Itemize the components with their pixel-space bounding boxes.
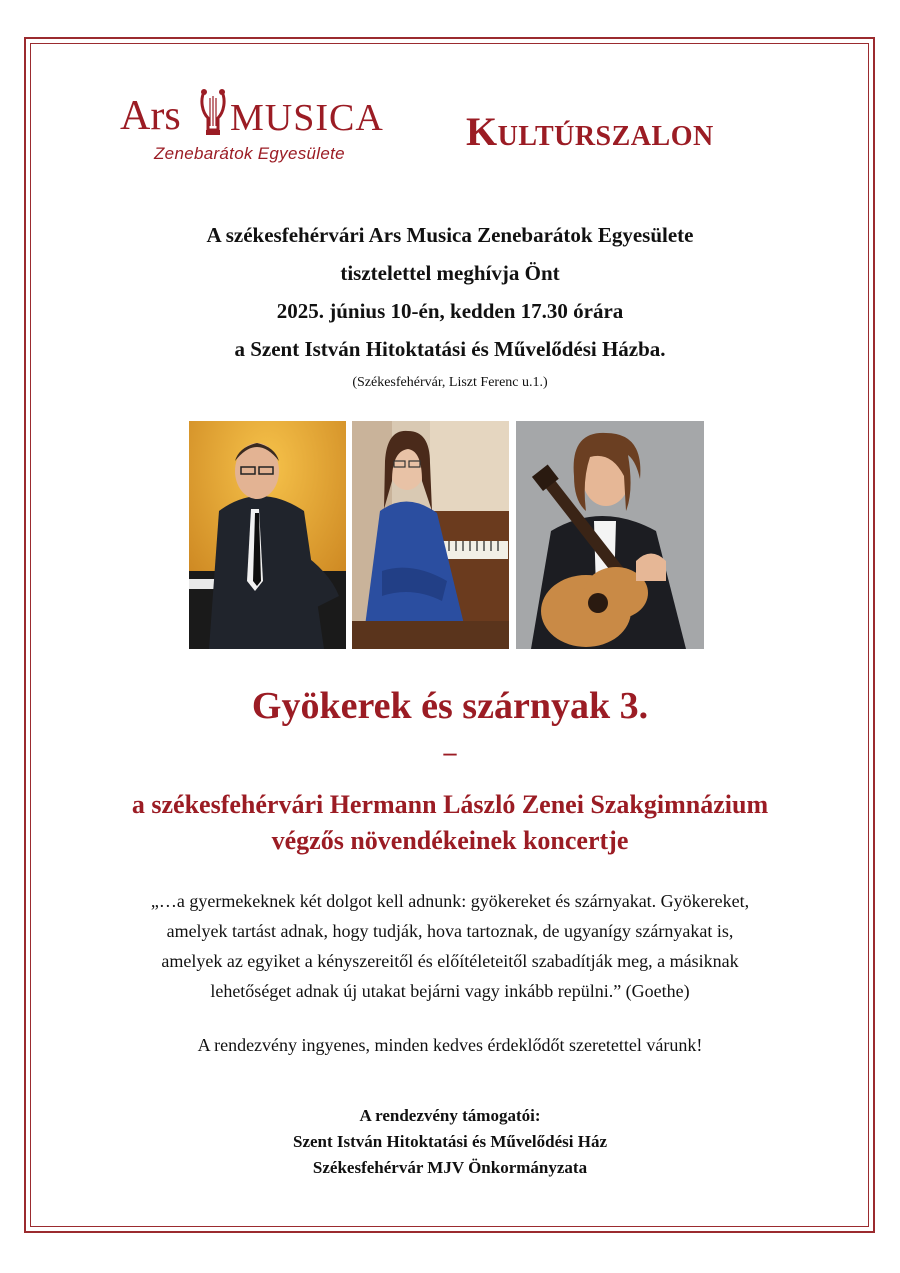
- ars-musica-logo: [120, 86, 410, 168]
- sponsors-heading: A rendezvény támogatói:: [359, 1106, 541, 1125]
- sponsor-item: Szent István Hitoktatási és Művelődési Ház: [292, 1132, 608, 1151]
- logo-musica-text: MUSICA: [230, 97, 384, 139]
- photo-guitarist: [516, 421, 704, 649]
- concert-subtitle: [0, 787, 900, 859]
- invitation-venue: a Szent István Hitoktatási és Művelődési Házba.: [234, 337, 666, 361]
- quote-line: amelyek az egyiket a kényszereitől és előítéleteitől szabadítják meg, a másiknak: [161, 951, 739, 971]
- concert-title: Gyökerek és szárnyak 3.: [251, 685, 649, 727]
- free-entry-text: A rendezvény ingyenes, minden kedves érdeklődőt szeretettel várunk!: [197, 1035, 703, 1055]
- logo-subtitle: Zenebarátok Egyesülete: [154, 144, 345, 163]
- quote-line: amelyek tartást adnak, hogy tudják, hova tartoznak, de ugyanígy szárnyakat is,: [166, 921, 734, 941]
- invitation-line: tisztelettel meghívja Önt: [340, 261, 560, 285]
- invitation-block: [0, 216, 900, 368]
- performer-photos: [0, 421, 900, 649]
- subtitle-line: a székesfehérvári Hermann László Zenei Szakgimnázium: [131, 790, 769, 819]
- sponsors-block: [0, 1103, 900, 1181]
- guitarist-image: [516, 421, 704, 649]
- harpsichordist-image: [352, 421, 509, 649]
- sponsor-item: Székesfehérvár MJV Önkormányzata: [312, 1158, 588, 1177]
- quote-line: lehetőséget adnak új utakat bejárni vagy inkább repülni.” (Goethe): [210, 981, 690, 1001]
- photo-harpsichordist: [352, 421, 509, 649]
- pianist-image: [189, 421, 346, 649]
- quote-line: „…a gyermekeknek két dolgot kell adnunk: gyökereket és szárnyakat. Gyökereket,: [150, 891, 750, 911]
- photo-pianist: [189, 421, 346, 649]
- subtitle-line: végzős növendékeinek koncertje: [271, 826, 629, 855]
- lyre-icon: [198, 86, 228, 138]
- venue-address: (Székesfehérvár, Liszt Ferenc u.1.): [352, 375, 548, 390]
- invitation-date: 2025. június 10-én, kedden 17.30 órára: [276, 299, 624, 323]
- invitation-line: A székesfehérvári Ars Musica Zenebarátok Egyesülete: [206, 223, 694, 247]
- logo-ars-text: Ars: [120, 93, 181, 139]
- goethe-quote: [60, 886, 840, 1006]
- kulturszalon-title: Kultúrszalon: [466, 109, 714, 154]
- title-dash: –: [443, 738, 457, 767]
